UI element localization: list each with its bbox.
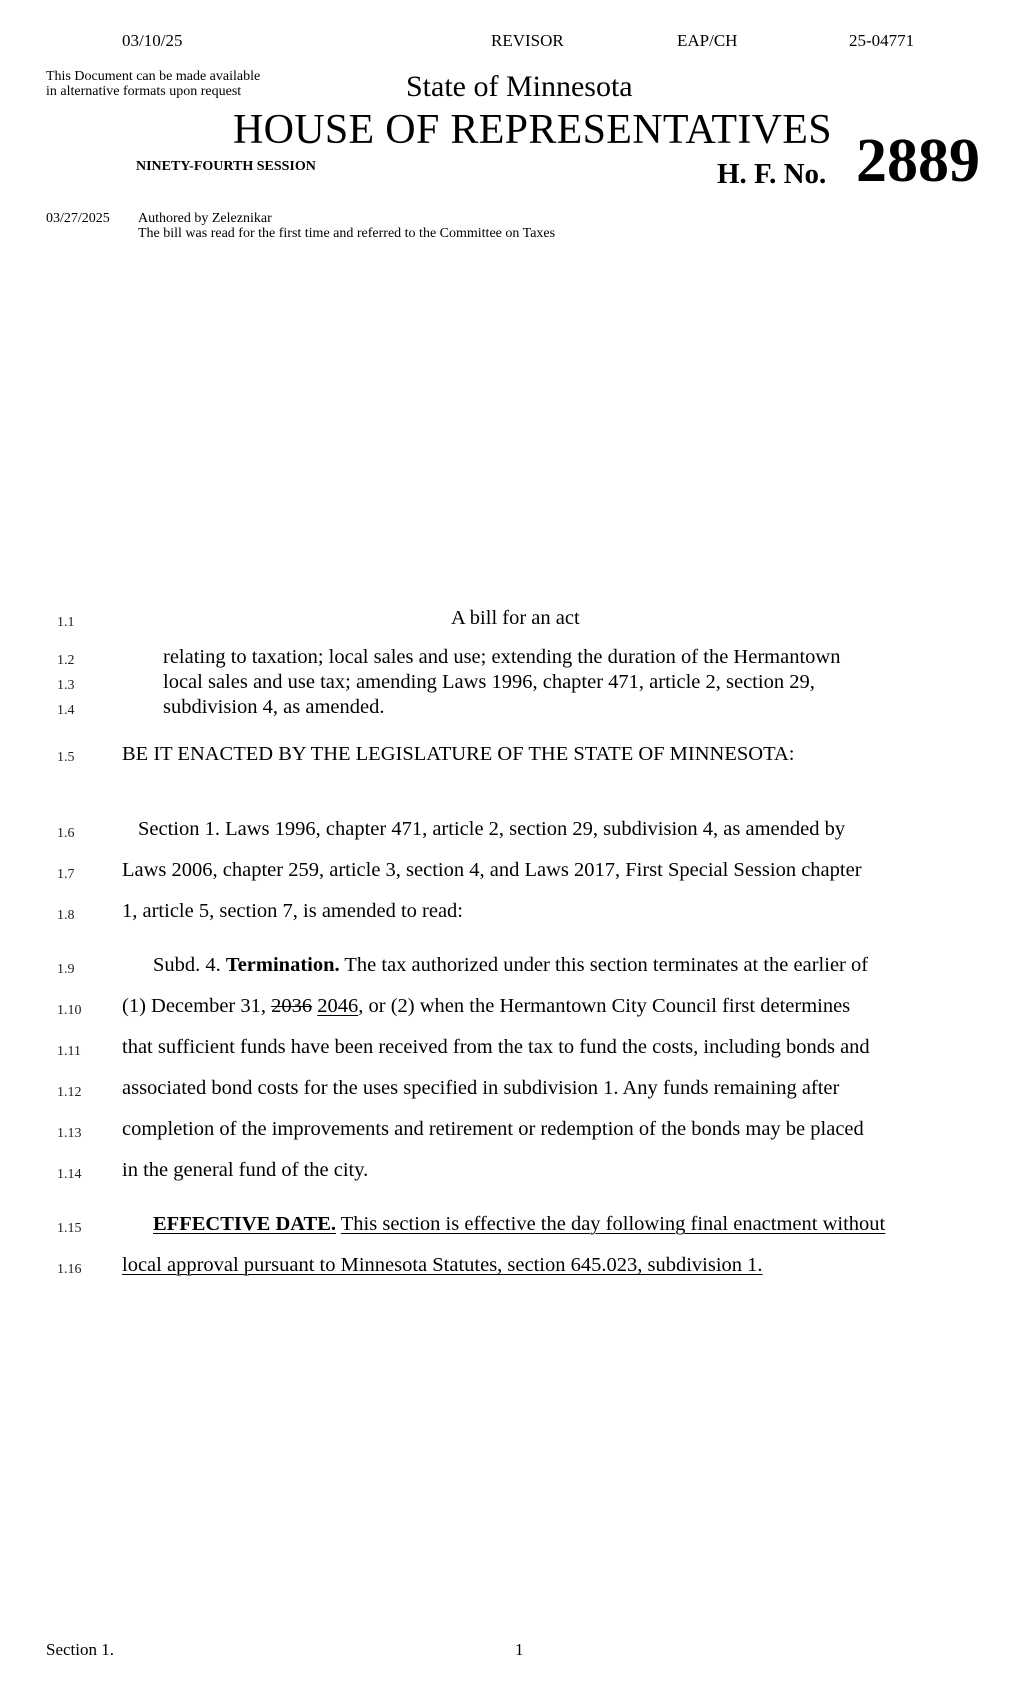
bill-title-line: subdivision 4, as amended.	[163, 696, 385, 718]
struck-text: 2036	[271, 995, 313, 1017]
authorship-date: 03/27/2025	[46, 211, 110, 226]
hf-label: H. F. No.	[717, 158, 827, 190]
subdivision-line	[153, 954, 868, 977]
header-initials: EAP/CH	[677, 31, 738, 50]
line-number: 1.6	[57, 826, 75, 841]
session-label: NINETY-FOURTH SESSION	[136, 159, 316, 174]
alt-format-notice	[46, 69, 260, 99]
line-number: 1.10	[57, 1003, 82, 1018]
line-number: 1.5	[57, 750, 75, 765]
line-number: 1.4	[57, 703, 75, 718]
line-number: 1.12	[57, 1085, 82, 1100]
line-number: 1.14	[57, 1167, 82, 1182]
line-number: 1.3	[57, 678, 75, 693]
line-number: 1.9	[57, 962, 75, 977]
page-number: 1	[515, 1640, 524, 1659]
section-text-line: Section 1. Laws 1996, chapter 471, article 2, section 29, subdivision 4, as amended by	[138, 818, 846, 840]
line-number: 1.1	[57, 615, 75, 630]
effective-date-line	[153, 1213, 885, 1236]
inserted-text: This section is effective the day following final enactment without	[340, 1213, 886, 1235]
subd-text: , or (2) when the Hermantown City Council first determines	[358, 995, 851, 1017]
subdivision-line: completion of the improvements and retirement or redemption of the bonds may be placed	[122, 1118, 864, 1140]
hf-number: 2889	[856, 127, 980, 195]
section-text-line: Laws 2006, chapter 259, article 3, section 4, and Laws 2017, First Special Session chapter	[122, 859, 862, 881]
subdivision-line: in the general fund of the city.	[122, 1159, 369, 1181]
authorship-block	[138, 211, 555, 241]
subd-heading: Termination.	[225, 954, 340, 976]
effective-date-heading: EFFECTIVE DATE.	[153, 1213, 337, 1235]
section-text-line: 1, article 5, section 7, is amended to read:	[122, 900, 463, 922]
author-line: Authored by Zeleznikar	[138, 211, 272, 226]
line-number: 1.11	[57, 1044, 81, 1059]
line-number: 1.13	[57, 1126, 82, 1141]
line-number: 1.7	[57, 867, 75, 882]
footer-section: Section 1.	[46, 1640, 114, 1659]
inserted-text: 2046	[317, 995, 359, 1017]
line-number: 1.8	[57, 908, 75, 923]
header-doc-number: 25-04771	[849, 31, 915, 50]
subdivision-line: associated bond costs for the uses specified in subdivision 1. Any funds remaining after	[122, 1077, 840, 1099]
chamber-title: HOUSE OF REPRESENTATIVES	[233, 107, 832, 153]
subdivision-line: that sufficient funds have been received from the tax to fund the costs, including bonds and	[122, 1036, 870, 1058]
header-date: 03/10/25	[122, 31, 183, 50]
referral-line: The bill was read for the first time and referred to the Committee on Taxes	[138, 226, 556, 241]
notice-line-1: This Document can be made available	[46, 69, 261, 84]
line-number: 1.16	[57, 1262, 82, 1277]
notice-line-2: in alternative formats upon request	[46, 84, 242, 99]
state-title: State of Minnesota	[406, 70, 633, 103]
subd-text: The tax authorized under this section terminates at the earlier of	[344, 954, 869, 976]
bill-title-line: local sales and use tax; amending Laws 1996, chapter 471, article 2, section 29,	[163, 671, 815, 693]
bill-heading: A bill for an act	[451, 607, 580, 629]
line-number: 1.2	[57, 653, 75, 668]
inserted-text: local approval pursuant to Minnesota Statutes, section 645.023, subdivision 1.	[122, 1254, 763, 1276]
bill-title-line: relating to taxation; local sales and use; extending the duration of the Hermantown	[163, 646, 841, 668]
header-office: REVISOR	[491, 31, 564, 50]
line-number: 1.15	[57, 1221, 82, 1236]
enacting-clause: BE IT ENACTED BY THE LEGISLATURE OF THE STATE OF MINNESOTA:	[122, 743, 795, 765]
effective-date-line	[122, 1254, 763, 1277]
subd-text: (1) December 31,	[122, 995, 267, 1017]
subd-prefix: Subd. 4.	[153, 954, 221, 976]
subdivision-line	[122, 995, 850, 1018]
